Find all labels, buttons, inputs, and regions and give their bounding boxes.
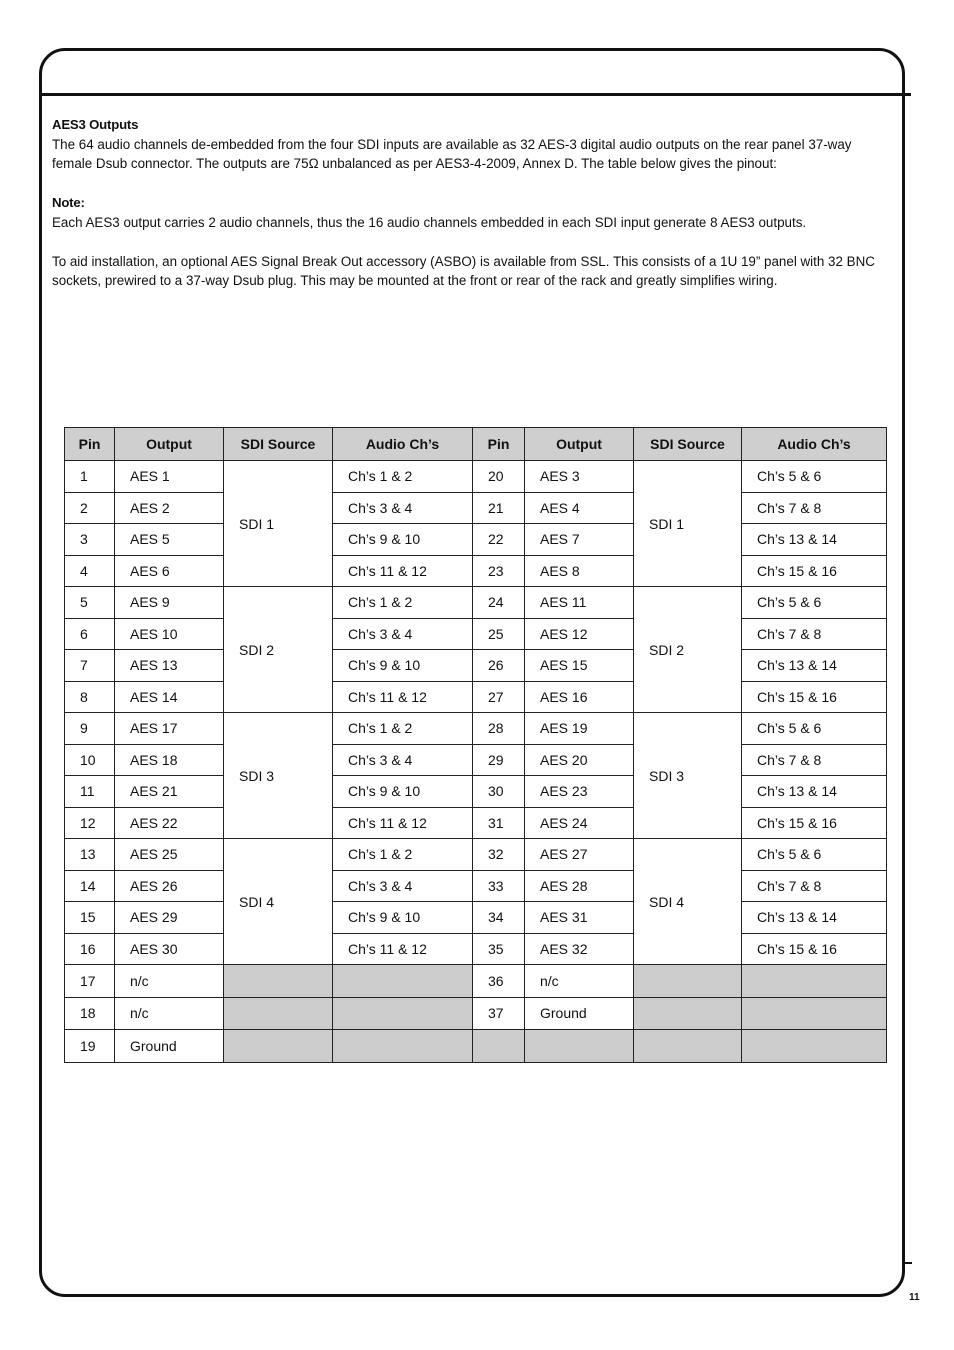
cell-blank	[473, 1030, 525, 1063]
cell-pin: 2	[65, 492, 115, 524]
cell-audio-chs: Ch’s 11 & 12	[333, 555, 473, 587]
cell-pin: 27	[473, 681, 525, 713]
table-row	[65, 587, 887, 619]
cell-output: AES 5	[115, 524, 224, 556]
cell-output: AES 17	[115, 713, 224, 745]
spacer	[52, 232, 892, 252]
cell-pin: 35	[473, 933, 525, 965]
cell-pin: 3	[65, 524, 115, 556]
cell-pin: 20	[473, 461, 525, 493]
cell-sdi-source: SDI 4	[634, 839, 742, 965]
cell-audio-chs: Ch’s 3 & 4	[333, 744, 473, 776]
cell-output: AES 23	[525, 776, 634, 808]
cell-blank	[333, 1030, 473, 1063]
cell-output: AES 4	[525, 492, 634, 524]
cell-pin: 1	[65, 461, 115, 493]
cell-output: AES 7	[525, 524, 634, 556]
cell-audio-chs: Ch’s 15 & 16	[742, 681, 887, 713]
table-row	[65, 681, 887, 713]
cell-blank	[742, 997, 887, 1030]
cell-output: AES 11	[525, 587, 634, 619]
cell-output: n/c	[525, 965, 634, 998]
cell-audio-chs: Ch’s 1 & 2	[333, 461, 473, 493]
cell-audio-chs: Ch’s 15 & 16	[742, 555, 887, 587]
cell-pin: 36	[473, 965, 525, 998]
cell-pin: 29	[473, 744, 525, 776]
cell-sdi-source: SDI 3	[634, 713, 742, 839]
cell-output: AES 2	[115, 492, 224, 524]
table-header-row	[65, 428, 887, 461]
table-row	[65, 1030, 887, 1063]
table-row	[65, 555, 887, 587]
cell-output: AES 29	[115, 902, 224, 934]
table-row	[65, 933, 887, 965]
table-row	[65, 713, 887, 745]
cell-output: AES 1	[115, 461, 224, 493]
cell-audio-chs: Ch’s 3 & 4	[333, 870, 473, 902]
table-row	[65, 461, 887, 493]
cell-pin: 15	[65, 902, 115, 934]
cell-output: AES 26	[115, 870, 224, 902]
cell-output: AES 20	[525, 744, 634, 776]
body-text	[52, 115, 892, 291]
table-row	[65, 997, 887, 1030]
table-row	[65, 776, 887, 808]
cell-output: AES 24	[525, 807, 634, 839]
cell-audio-chs: Ch’s 1 & 2	[333, 839, 473, 871]
cell-pin: 31	[473, 807, 525, 839]
cell-output: AES 12	[525, 618, 634, 650]
cell-pin: 13	[65, 839, 115, 871]
cell-output: n/c	[115, 997, 224, 1030]
cell-pin: 24	[473, 587, 525, 619]
table-row	[65, 870, 887, 902]
cell-blank	[634, 1030, 742, 1063]
table-body	[65, 461, 887, 1063]
cell-audio-chs: Ch’s 3 & 4	[333, 618, 473, 650]
cell-output: AES 14	[115, 681, 224, 713]
cell-pin: 11	[65, 776, 115, 808]
cell-output: AES 8	[525, 555, 634, 587]
cell-output: AES 30	[115, 933, 224, 965]
cell-audio-chs: Ch’s 11 & 12	[333, 807, 473, 839]
spacer	[52, 174, 892, 194]
cell-sdi-source: SDI 1	[224, 461, 333, 587]
cell-pin: 32	[473, 839, 525, 871]
table-row	[65, 492, 887, 524]
cell-output: Ground	[525, 997, 634, 1030]
cell-output: Ground	[115, 1030, 224, 1063]
cell-output: AES 25	[115, 839, 224, 871]
cell-blank	[333, 965, 473, 998]
header-audio-chs: Audio Ch’s	[333, 428, 473, 461]
table-row	[65, 618, 887, 650]
cell-output: AES 27	[525, 839, 634, 871]
cell-audio-chs: Ch’s 1 & 2	[333, 713, 473, 745]
cell-output: AES 22	[115, 807, 224, 839]
cell-output: AES 10	[115, 618, 224, 650]
cell-audio-chs: Ch’s 1 & 2	[333, 587, 473, 619]
cell-blank	[224, 1030, 333, 1063]
cell-sdi-source: SDI 1	[634, 461, 742, 587]
cell-audio-chs: Ch’s 5 & 6	[742, 461, 887, 493]
cell-audio-chs: Ch’s 3 & 4	[333, 492, 473, 524]
cell-pin: 26	[473, 650, 525, 682]
page-number: 11	[909, 1292, 920, 1303]
paragraph-outputs: The 64 audio channels de-embedded from the four SDI inputs are available as 32 AES-3 digital audio outputs on the rear panel 37-way female Dsub connector. The outputs are 75Ω unbalanced as per AES3-4-2009, Annex D. The table below gives the pinout:	[52, 136, 852, 171]
table-row	[65, 902, 887, 934]
cell-pin: 19	[65, 1030, 115, 1063]
cell-output: AES 18	[115, 744, 224, 776]
cell-pin: 7	[65, 650, 115, 682]
cell-audio-chs: Ch’s 9 & 10	[333, 776, 473, 808]
cell-output: AES 16	[525, 681, 634, 713]
cell-pin: 30	[473, 776, 525, 808]
heading-note: Note:	[52, 195, 85, 210]
cell-audio-chs: Ch’s 15 & 16	[742, 933, 887, 965]
cell-audio-chs: Ch’s 11 & 12	[333, 681, 473, 713]
header-pin: Pin	[473, 428, 525, 461]
cell-output: AES 19	[525, 713, 634, 745]
cell-audio-chs: Ch’s 5 & 6	[742, 587, 887, 619]
cell-pin: 12	[65, 807, 115, 839]
cell-output: AES 13	[115, 650, 224, 682]
header-sdi-source: SDI Source	[224, 428, 333, 461]
heading-aes3-outputs: AES3 Outputs	[52, 117, 139, 132]
cell-pin: 25	[473, 618, 525, 650]
cell-output: AES 9	[115, 587, 224, 619]
cell-audio-chs: Ch’s 13 & 14	[742, 524, 887, 556]
frame-tick	[904, 1262, 912, 1264]
cell-audio-chs: Ch’s 11 & 12	[333, 933, 473, 965]
cell-pin: 8	[65, 681, 115, 713]
cell-sdi-source: SDI 2	[634, 587, 742, 713]
cell-audio-chs: Ch’s 5 & 6	[742, 839, 887, 871]
cell-output: AES 28	[525, 870, 634, 902]
cell-blank	[224, 965, 333, 998]
cell-pin: 28	[473, 713, 525, 745]
cell-audio-chs: Ch’s 9 & 10	[333, 650, 473, 682]
cell-pin: 4	[65, 555, 115, 587]
table-row	[65, 650, 887, 682]
header-pin: Pin	[65, 428, 115, 461]
cell-audio-chs: Ch’s 13 & 14	[742, 650, 887, 682]
cell-pin: 22	[473, 524, 525, 556]
cell-pin: 18	[65, 997, 115, 1030]
cell-audio-chs: Ch’s 9 & 10	[333, 902, 473, 934]
cell-pin: 34	[473, 902, 525, 934]
cell-output: AES 32	[525, 933, 634, 965]
table-row	[65, 839, 887, 871]
cell-blank	[525, 1030, 634, 1063]
table-row	[65, 744, 887, 776]
cell-output: AES 3	[525, 461, 634, 493]
cell-output: AES 6	[115, 555, 224, 587]
cell-blank	[742, 1030, 887, 1063]
cell-pin: 33	[473, 870, 525, 902]
cell-audio-chs: Ch’s 13 & 14	[742, 776, 887, 808]
cell-blank	[634, 997, 742, 1030]
paragraph-installation: To aid installation, an optional AES Signal Break Out accessory (ASBO) is available from SSL. This consists of a 1U 19” panel with 32 BNC sockets, prewired to a 37-way Dsub plug. This may be mounted at the front or rear of the rack and greatly simplifies wiring.	[52, 253, 875, 288]
cell-output: n/c	[115, 965, 224, 998]
cell-pin: 23	[473, 555, 525, 587]
cell-blank	[224, 997, 333, 1030]
cell-blank	[634, 965, 742, 998]
cell-sdi-source: SDI 4	[224, 839, 333, 965]
cell-audio-chs: Ch’s 7 & 8	[742, 870, 887, 902]
cell-pin: 5	[65, 587, 115, 619]
cell-output: AES 21	[115, 776, 224, 808]
cell-pin: 21	[473, 492, 525, 524]
cell-sdi-source: SDI 2	[224, 587, 333, 713]
table-row	[65, 524, 887, 556]
cell-pin: 14	[65, 870, 115, 902]
header-sdi-source: SDI Source	[634, 428, 742, 461]
cell-output: AES 31	[525, 902, 634, 934]
cell-pin: 16	[65, 933, 115, 965]
cell-audio-chs: Ch’s 13 & 14	[742, 902, 887, 934]
cell-audio-chs: Ch’s 7 & 8	[742, 744, 887, 776]
cell-pin: 6	[65, 618, 115, 650]
cell-audio-chs: Ch’s 7 & 8	[742, 492, 887, 524]
cell-pin: 17	[65, 965, 115, 998]
cell-audio-chs: Ch’s 5 & 6	[742, 713, 887, 745]
paragraph-note: Each AES3 output carries 2 audio channels, thus the 16 audio channels embedded in each SDI input generate 8 AES3 outputs.	[52, 214, 807, 230]
cell-output: AES 15	[525, 650, 634, 682]
header-rule	[40, 93, 911, 96]
cell-pin: 37	[473, 997, 525, 1030]
table-row	[65, 807, 887, 839]
table-row	[65, 965, 887, 998]
cell-blank	[742, 965, 887, 998]
cell-blank	[333, 997, 473, 1030]
pinout-table	[64, 427, 887, 1063]
cell-audio-chs: Ch’s 7 & 8	[742, 618, 887, 650]
cell-audio-chs: Ch’s 15 & 16	[742, 807, 887, 839]
cell-pin: 9	[65, 713, 115, 745]
cell-pin: 10	[65, 744, 115, 776]
cell-audio-chs: Ch’s 9 & 10	[333, 524, 473, 556]
header-output: Output	[525, 428, 634, 461]
header-output: Output	[115, 428, 224, 461]
header-audio-chs: Audio Ch’s	[742, 428, 887, 461]
cell-sdi-source: SDI 3	[224, 713, 333, 839]
